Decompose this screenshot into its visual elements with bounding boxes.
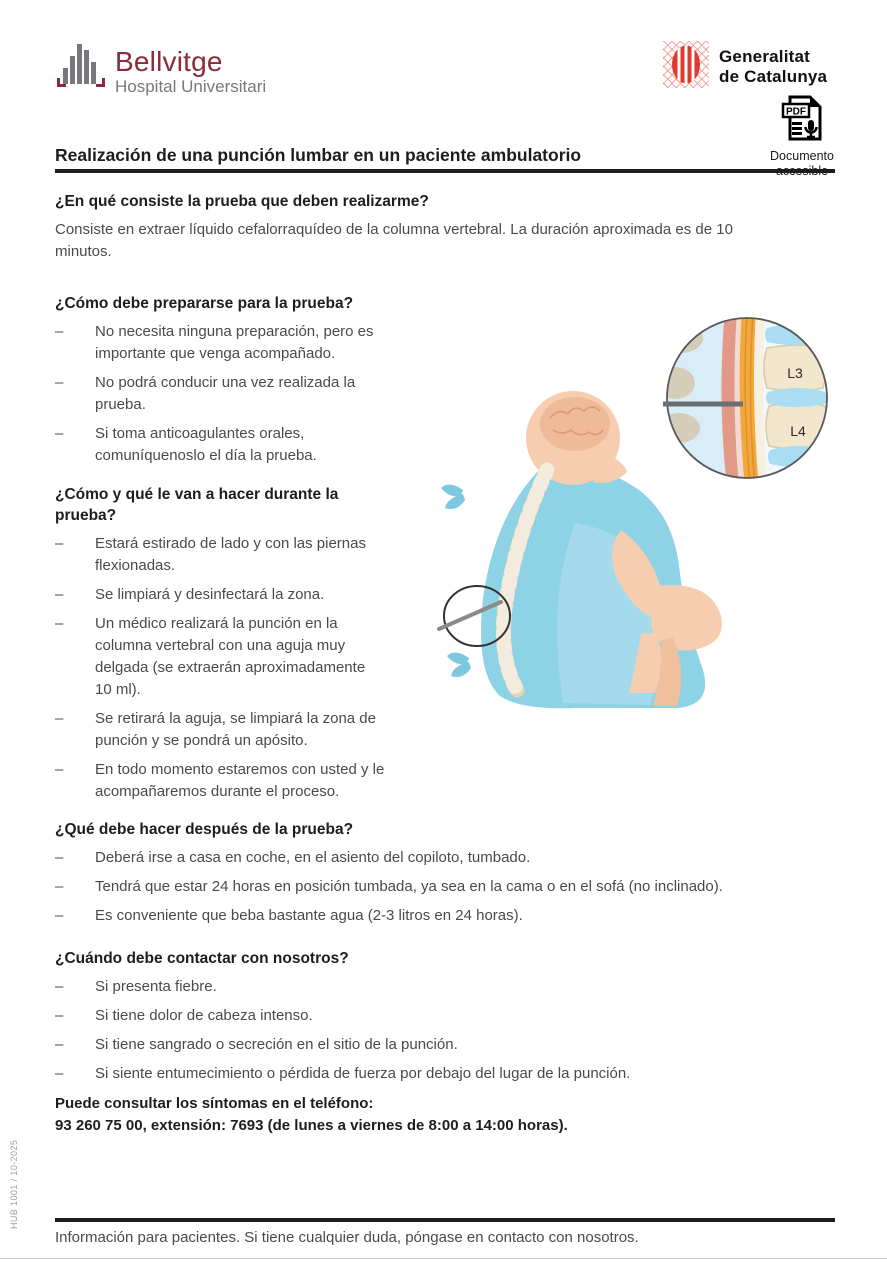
footer-divider [55,1218,835,1222]
list-item: – Si toma anticoagulantes orales, comuníquenoslo el día la prueba. [55,423,407,467]
footer-note: Información para pacientes. Si tiene cualquier duda, póngase en contacto con nosotros. [55,1229,639,1246]
bullet-dash: – [55,907,64,924]
list-item: – Se retirará la aguja, se limpiará la zona de punción y se pondrá un apósito. [55,708,407,752]
phone-contact-block [55,1093,835,1137]
section-durante-prueba [55,484,407,803]
list-item: – Si tiene dolor de cabeza intenso. [55,1005,837,1027]
bullet-dash: – [55,374,64,391]
vertebra-label-L4: L4 [790,423,806,439]
section-heading: ¿Cómo y qué le van a hacer durante la prueba? [55,486,339,524]
bullet-dash: – [55,1036,64,1053]
section-paragraph: Consiste en extraer líquido cefalorraquídeo de la columna vertebral. La duración aproximada es de 10 minutos. [55,221,733,260]
accessible-caption-line1: Documento [770,149,834,163]
hospital-name: Bellvitge [115,46,223,77]
hospital-subtitle: Hospital Universitari [115,77,267,96]
vertebra-label-L3: L3 [787,365,803,381]
svg-text:PDF: PDF [786,106,806,118]
gown-tie-upper [441,484,465,509]
section-que-consiste [55,191,837,263]
bullet-dash: – [55,761,64,778]
list-item: – Tendrá que estar 24 horas en posición tumbada, ya sea en la cama o en el sofá (no inclinado). [55,876,837,898]
bullet-dash: – [55,323,64,340]
phone-number: 93 260 75 00, extensión: 7693 (de lunes a viernes de 8:00 a 14:00 horas). [55,1117,568,1134]
lumbar-puncture-illustration [425,298,875,723]
accessible-document-badge[interactable] [757,95,847,179]
accessible-pdf-icon[interactable] [780,106,824,145]
title-divider [55,169,835,173]
list-item: – Si tiene sangrado o secreción en el sitio de la punción. [55,1034,837,1056]
hospital-logo [55,36,266,95]
list-item: – Estará estirado de lado y con las piernas flexionadas. [55,533,407,577]
list-item: – En todo momento estaremos con usted y le acompañaremos durante el proceso. [55,759,407,803]
section-heading: ¿Cuándo debe contactar con nosotros? [55,950,349,967]
bullet-dash: – [55,425,64,442]
government-name-line2: de Catalunya [719,67,828,86]
list-item: – Si siente entumecimiento o pérdida de fuerza por debajo del lugar de la punción. [55,1063,837,1085]
bullet-dash: – [55,1065,64,1082]
bullet-dash: – [55,978,64,995]
senyera-icon [663,41,709,93]
phone-intro: Puede consultar los síntomas en el teléfono: [55,1095,374,1112]
list-item: – Se limpiará y desinfectará la zona. [55,584,407,606]
list-item: – No podrá conducir una vez realizada la prueba. [55,372,407,416]
section-heading: ¿Cómo debe prepararse para la prueba? [55,295,354,312]
bullet-dash: – [55,849,64,866]
page-bottom-edge [0,1258,887,1259]
bullet-dash: – [55,1007,64,1024]
bullet-dash: – [55,878,64,895]
spine-detail-inset [655,310,828,488]
section-prepararse [55,293,407,467]
hospital-buildings-icon [55,36,107,95]
bullet-dash: – [55,586,64,603]
government-logo [663,41,827,93]
gown-tie-lower [447,652,471,677]
list-item: – Si presenta fiebre. [55,976,837,998]
list-item: – Un médico realizará la punción en la columna vertebral con una aguja muy delgada (se extraerán aproximadamente 10 ml). [55,613,407,701]
section-despues-prueba [55,819,837,927]
bullet-dash: – [55,615,64,632]
bullet-dash: – [55,710,64,727]
list-item: – Deberá irse a casa en coche, en el asiento del copiloto, tumbado. [55,847,837,869]
list-item: – Es conveniente que beba bastante agua (2-3 litros en 24 horas). [55,905,837,927]
list-item: – No necesita ninguna preparación, pero es importante que venga acompañado. [55,321,407,365]
bullet-dash: – [55,535,64,552]
government-name-line1: Generalitat [719,47,811,66]
document-reference-code: HUB 1001 / 10-2025 [9,1139,19,1229]
section-heading: ¿En qué consiste la prueba que deben realizarme? [55,193,429,210]
section-heading: ¿Qué debe hacer después de la prueba? [55,821,354,838]
section-contactar [55,948,837,1085]
page-title: Realización de una punción lumbar en un paciente ambulatorio [55,145,582,165]
